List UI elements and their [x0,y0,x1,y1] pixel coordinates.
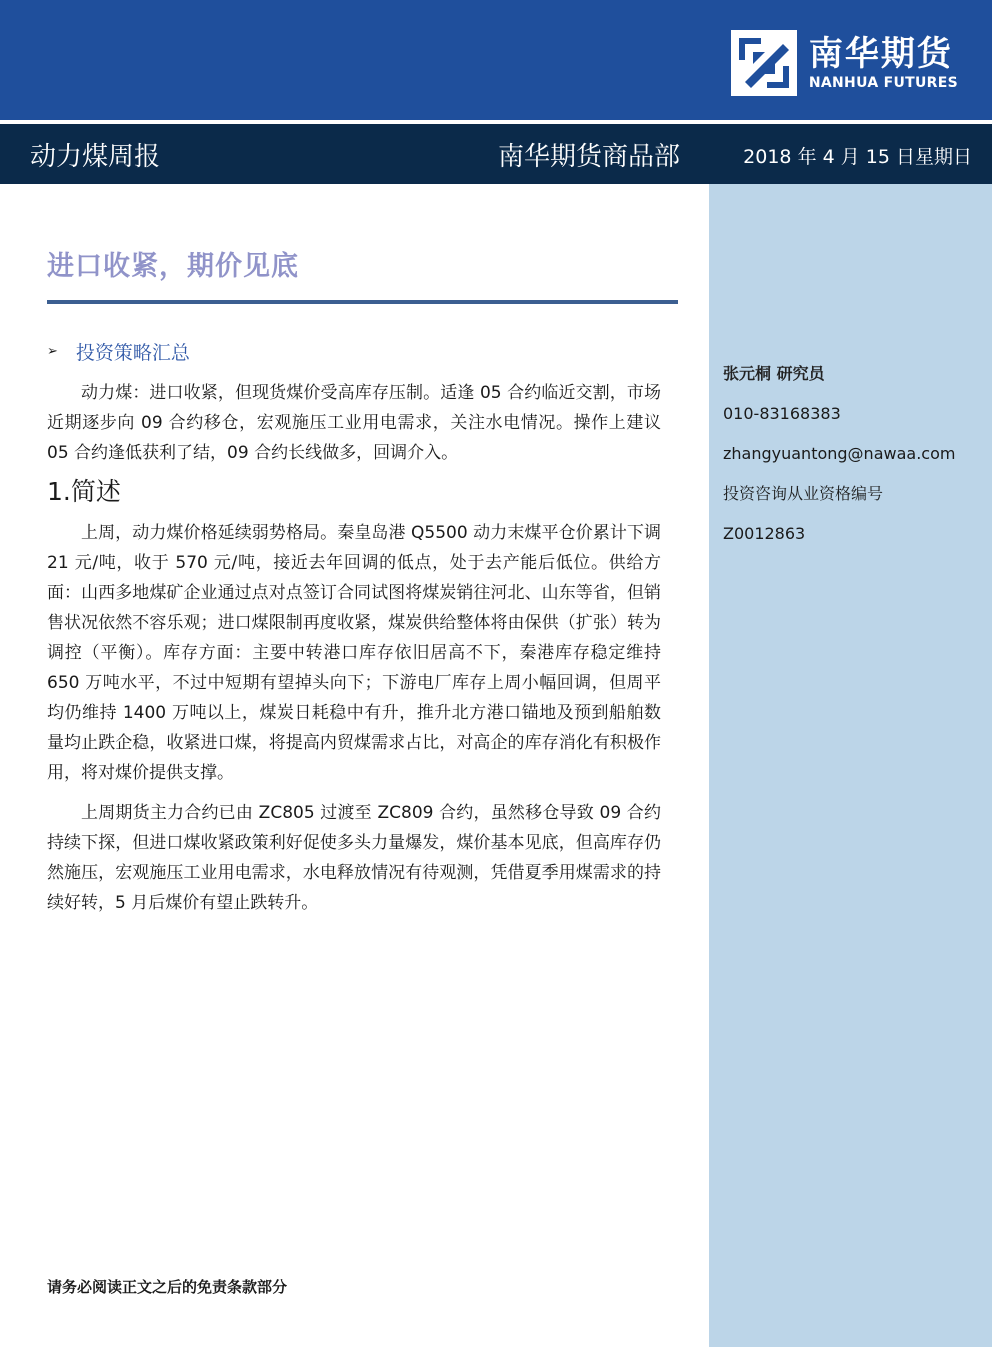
report-name: 动力煤周报 [30,142,161,172]
analyst-phone: 010-83168383 [723,404,841,423]
section-paragraph-2: 上周期货主力合约已由 ZC805 过渡至 ZC809 合约，虽然移仓导致 09 合约持续下探，但进口煤收紧政策利好促使多头力量爆发，煤价基本见底，但高库存仍然施压，宏观施压工业用电需求，水电释放情况有待观测，凭借夏季用煤需求的持续好转，5 月后煤价有望止跌转升。 [47,803,661,913]
report-date: 2018 年 4 月 15 日星期日 [743,146,972,168]
document-title: 进口收紧，期价见底 [47,251,299,282]
nanhua-logo-icon [731,30,797,96]
analyst-info [723,364,955,564]
section-paragraph-1: 上周，动力煤价格延续弱势格局。秦皇岛港 Q5500 动力末煤平仓价累计下调 21 元/吨，收于 570 元/吨，接近去年回调的低点，处于去产能后低位。供给方面：山西多地煤矿企业通过点对点签订合同试图将煤炭销往河北、山东等省，但销售状况依然不容乐观；进口煤限制再度收紧，煤炭供给整体将由保供（扩张）转为调控（平衡）。库存方面：主要中转港口库存依旧居高不下，秦港库存稳定维持 650 万吨水平，不过中短期有望掉头向下；下游电厂库存上周小幅回调，但周平均仍维持 1400 万吨以上，煤炭日耗稳中有升，推升北方港口锚地及预到船舶数量均止跌企稳，收紧进口煤，将提高内贸煤需求占比，对高企的库存消化有积极作用，将对煤价提供支撑。 [47,523,661,783]
analyst-email: zhangyuantong@nawaa.com [723,444,956,463]
top-banner [0,0,992,120]
analyst-sidebar [709,184,992,1347]
disclaimer-note: 请务必阅读正文之后的免责条款部分 [47,1278,288,1296]
company-logo [731,28,958,98]
license-number: Z0012863 [723,524,806,543]
title-rule [47,300,678,304]
header-bar [0,124,992,184]
strategy-heading-text: 投资策略汇总 [75,342,190,364]
license-label: 投资咨询从业资格编号 [723,484,884,503]
arrow-bullet-icon: ➢ [47,344,58,359]
brand-name-cn: 南华期货 [808,34,953,74]
strategy-paragraph: 动力煤：进口收紧，但现货煤价受高库存压制。适逢 05 合约临近交割，市场近期逐步向 09 合约移仓，宏观施压工业用电需求，关注水电情况。操作上建议 05 合约逢低获利了结，09 合约长线做多，回调介入。 [47,383,661,463]
strategy-heading [47,338,190,365]
analyst-name: 张元桐 研究员 [723,364,825,383]
section-heading: 1.简述 [47,477,121,506]
department-name: 南华期货商品部 [498,142,681,172]
brand-name-en: NANHUA FUTURES [808,75,958,91]
